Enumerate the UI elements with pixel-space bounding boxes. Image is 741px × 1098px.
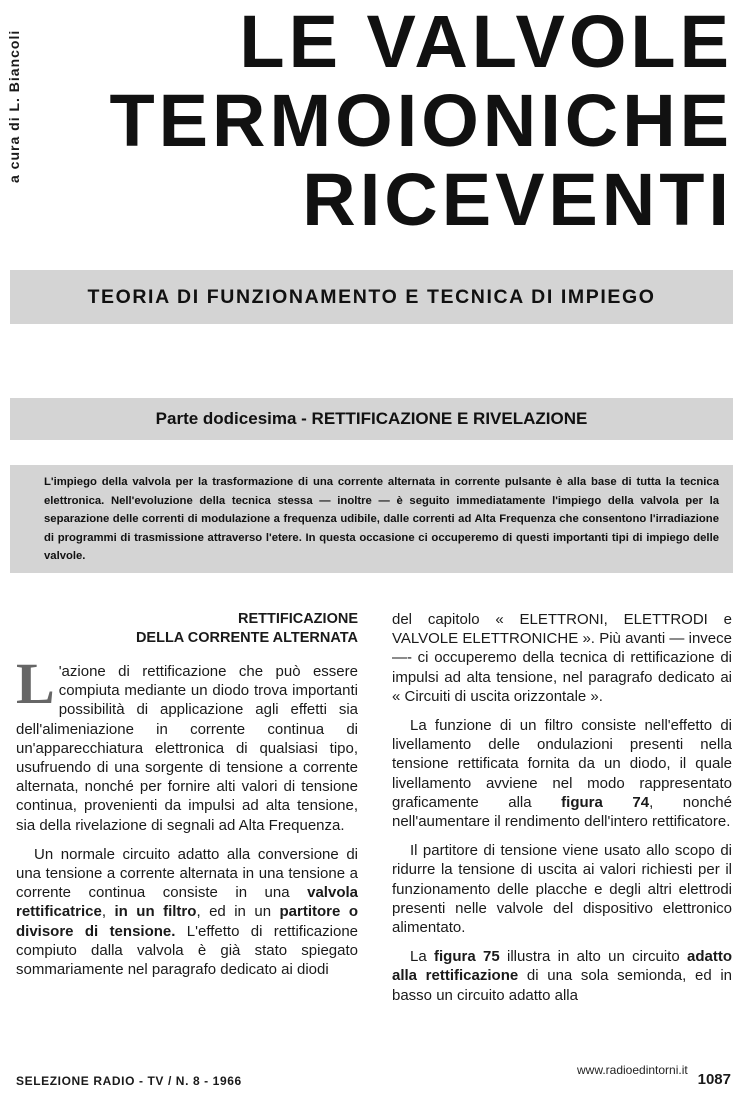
- section-heading-line-2: DELLA CORRENTE ALTERNATA: [135, 630, 358, 646]
- publication-footer: SELEZIONE RADIO - TV / N. 8 - 1966: [16, 1074, 242, 1088]
- paragraph-filter: [392, 716, 732, 831]
- subtitle-band: [10, 270, 733, 324]
- paragraph-circuit: [16, 845, 358, 979]
- left-column: [16, 610, 358, 979]
- article-title: [109, 2, 733, 239]
- author-credit-text: a cura di L. Biancoli: [6, 29, 22, 183]
- text-run: di una sola semionda, ed in basso un circuito adatto alla: [392, 967, 732, 1004]
- section-heading: [16, 610, 358, 648]
- paragraph-figure-75: [392, 947, 732, 1005]
- abstract-text: L'impiego della valvola per la trasformazione di una corrente alternata in corrente pulsante è alla base di tutta la tecnica elettronica. Nell'evoluzione della tecnica stessa — inoltre — è seguito immediatamente l'impiego della valvola per la separazione delle correnti di modulazione a frequenza udibile, dalle correnti ad Alta Frequenza che consentono l'irradiazione di programmi di trasmissione attraverso l'etere. In questa occasione ci occuperemo di questi importanti tipi di impiego delle valvole.: [44, 476, 719, 562]
- bold-run: valvola rettificatrice: [16, 884, 358, 921]
- text-run: , nonché nell'aumentare il rendimento dell'intero rettificatore.: [392, 793, 732, 831]
- title-line-2: TERMOIONICHE: [109, 79, 733, 162]
- text-run: illustra in alto un circuito: [499, 948, 687, 966]
- bold-run: in un filtro: [114, 903, 197, 921]
- subtitle: TEORIA DI FUNZIONAMENTO E TECNICA DI IMPIEGO: [87, 285, 656, 308]
- text-run: Un normale circuito adatto alla conversione di una tensione a corrente alternata in una tensione a corrente continua consiste in una: [16, 845, 358, 902]
- author-credit: [2, 8, 26, 183]
- paragraph-divider: Il partitore di tensione viene usato allo scopo di ridurre la tensione di uscita ai valori richiesti per il funzionamento delle placche e degli altri elettrodi presenti nelle valvole del dispositivo elettronico alimentato.: [392, 842, 732, 937]
- paragraph-continued: del capitolo « ELETTRONI, ELETTRODI e VALVOLE ELETTRONICHE ». Più avanti — invece —- ci occuperemo della tecnica di rettificazione di impulsi ad alta tensione, nel paragrafo dedicato ai « Circuiti di uscita orizzontale ».: [392, 611, 732, 705]
- page-number: 1087: [697, 1071, 731, 1088]
- right-column: [392, 610, 732, 1005]
- text-run: L'effetto di rettificazione compiuto dalla valvola è già stato spiegato sommariamente nel paragrafo dedicato ai diodi: [16, 922, 358, 979]
- bold-run: adatto alla rettificazione: [392, 948, 732, 985]
- part-heading: Parte dodicesima - RETTIFICAZIONE E RIVELAZIONE: [155, 409, 588, 428]
- text-run: La funzione di un filtro consiste nell'effetto di livellamento delle ondulazioni presenti nella tensione rettificata fornita da un diodo, il quale livellamento avviene nel modo rappresentato graficamente alla: [392, 717, 732, 811]
- watermark-url: www.radioedintorni.it: [577, 1063, 688, 1077]
- section-heading-line-1: RETTIFICAZIONE: [237, 611, 358, 627]
- title-line-3: RICEVENTI: [302, 158, 733, 241]
- paragraph-intro: [16, 651, 358, 835]
- figure-reference: figura 74: [561, 793, 650, 811]
- drop-cap: L: [16, 651, 55, 716]
- figure-reference: figura 75: [434, 948, 500, 966]
- text-run: , ed in un: [196, 903, 280, 921]
- abstract-box: [10, 465, 733, 573]
- text-run: ,: [101, 903, 115, 921]
- paragraph-intro-text: 'azione di rettificazione che può essere compiuta mediante un diodo trova importanti possibilità di applicazione agli effetti sia dell'alimeniazione in corrente continua di un'apparecchiatura elettronica di qualsiasi tipo, usufruendo di una sorgente di tensione a corrente alternata, nonché per fornire alti valori di tensione continua, provenienti da impulsi ad alta tensione, sia della rivelazione di segnali ad Alta Frequenza.: [16, 663, 358, 834]
- bold-run: partitore o divisore di tensione.: [16, 903, 358, 940]
- title-line-1: LE VALVOLE: [239, 0, 733, 83]
- part-heading-band: [10, 398, 733, 440]
- text-run: La: [410, 948, 435, 966]
